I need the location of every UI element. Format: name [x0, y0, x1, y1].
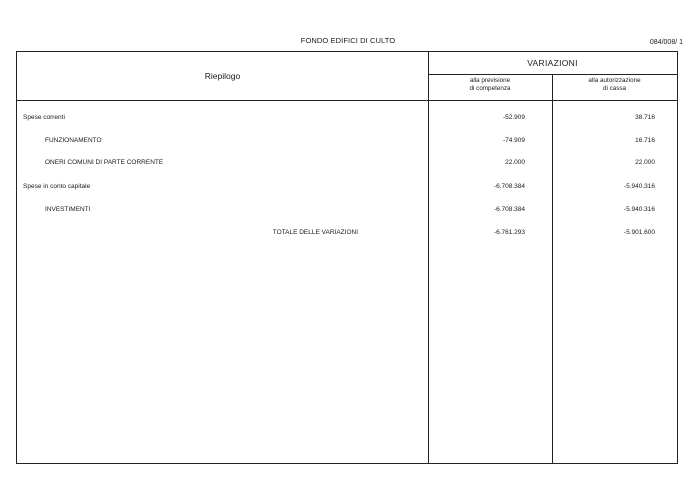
competenza-value: -6.708.384 — [493, 183, 525, 190]
row-label: ONERI COMUNI DI PARTE CORRENTE — [45, 159, 164, 166]
competenza-value: -6.708.384 — [493, 206, 525, 213]
riepilogo-header: Riepilogo — [204, 71, 241, 81]
cassa-value: 22.000 — [635, 159, 655, 166]
table-row — [17, 206, 677, 218]
competenza-total: -6.761.293 — [493, 229, 525, 236]
table-row — [17, 114, 677, 126]
variazioni-divider — [428, 74, 677, 75]
row-label: INVESTIMENTI — [45, 206, 91, 213]
header-divider — [17, 100, 677, 101]
total-label: TOTALE DELLE VARIAZIONI — [272, 229, 358, 236]
column-divider — [552, 74, 553, 463]
cassa-value: 16.716 — [635, 137, 655, 144]
row-label: Spese correnti — [23, 114, 65, 121]
cassa-value: -5.940.316 — [623, 183, 655, 190]
cassa-header: alla autorizzazione di cassa — [588, 77, 641, 92]
cassa-value: 38.716 — [635, 114, 655, 121]
cassa-total: -5.901.600 — [623, 229, 655, 236]
row-label: FUNZIONAMENTO — [45, 137, 102, 144]
table-row — [17, 137, 677, 149]
document-title: FONDO EDIFICI DI CULTO — [300, 36, 396, 45]
table-row — [17, 159, 677, 171]
row-label: Spese in conto capitale — [23, 183, 91, 190]
competenza-value: -74.909 — [502, 137, 525, 144]
cassa-value: -5.940.316 — [623, 206, 655, 213]
table-row — [17, 183, 677, 195]
page-code: 084/008/ 1 — [649, 39, 683, 46]
competenza-header: alla previsione di competenza — [469, 77, 511, 92]
variazioni-header: VARIAZIONI — [527, 58, 578, 68]
competenza-value: -52.909 — [502, 114, 525, 121]
summary-table — [16, 51, 678, 464]
total-row — [17, 229, 677, 241]
competenza-value: 22.000 — [505, 159, 525, 166]
